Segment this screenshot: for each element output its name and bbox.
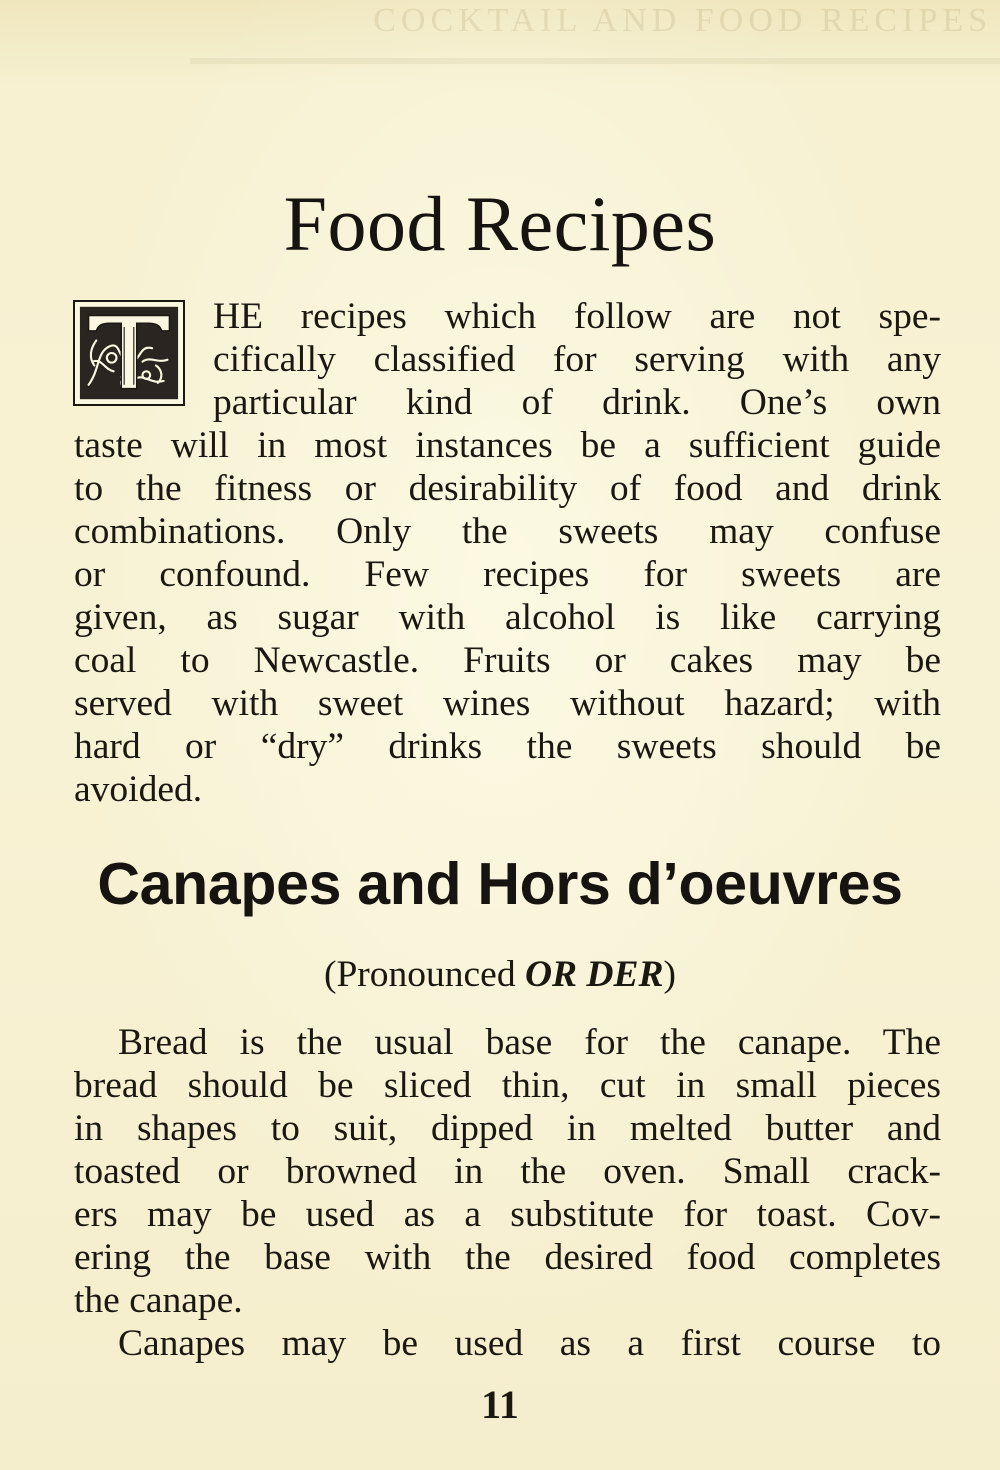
intro-line: hard or “dry” drinks the sweets should be xyxy=(74,726,941,767)
facing-page-bleed-through: COCKTAIL AND FOOD RECIPES xyxy=(373,2,992,39)
pronunciation-emphasis: OR DER xyxy=(524,954,664,995)
paragraph-line: ers may be used as a substitute for toast. Cov- xyxy=(74,1194,941,1235)
section-heading: Canapes and Hors d’oeuvres xyxy=(97,851,903,917)
pronunciation-prefix: (Pronounced xyxy=(323,954,525,995)
paragraph-line: ering the base with the desired food completes xyxy=(74,1237,941,1278)
bleed-through-rule xyxy=(190,58,1000,64)
intro-line: to the fitness or desirability of food and drink xyxy=(74,468,941,509)
intro-line: coal to Newcastle. Fruits or cakes may be xyxy=(74,640,941,681)
paragraph-line: Canapes may be used as a first course to xyxy=(118,1323,941,1364)
intro-line: cifically classified for serving with any xyxy=(213,339,941,380)
paragraph-line: the canape. xyxy=(74,1280,243,1321)
page-number: 11 xyxy=(481,1382,519,1427)
intro-line: particular kind of drink. One’s own xyxy=(213,382,941,423)
intro-line: or confound. Few recipes for sweets are xyxy=(74,554,941,595)
intro-line: taste will in most instances be a sufficient guide xyxy=(74,425,941,466)
paragraph-line: bread should be sliced thin, cut in small pieces xyxy=(74,1065,941,1106)
intro-line: HE recipes which follow are not spe- xyxy=(213,296,941,337)
paragraph-line: in shapes to suit, dipped in melted butter and xyxy=(74,1108,941,1149)
page-title: Food Recipes xyxy=(283,180,717,267)
intro-line: combinations. Only the sweets may confuse xyxy=(74,511,941,552)
paragraph-line: Bread is the usual base for the canape. The xyxy=(118,1022,941,1063)
pronunciation-suffix: ) xyxy=(663,954,677,995)
paragraph-line: toasted or browned in the oven. Small crack- xyxy=(74,1151,941,1192)
pronunciation-note xyxy=(0,956,1000,994)
intro-line: served with sweet wines without hazard; with xyxy=(74,683,941,724)
ornamental-drop-cap-icon xyxy=(73,300,185,406)
intro-line: avoided. xyxy=(74,769,203,810)
intro-line: given, as sugar with alcohol is like carrying xyxy=(74,597,941,638)
